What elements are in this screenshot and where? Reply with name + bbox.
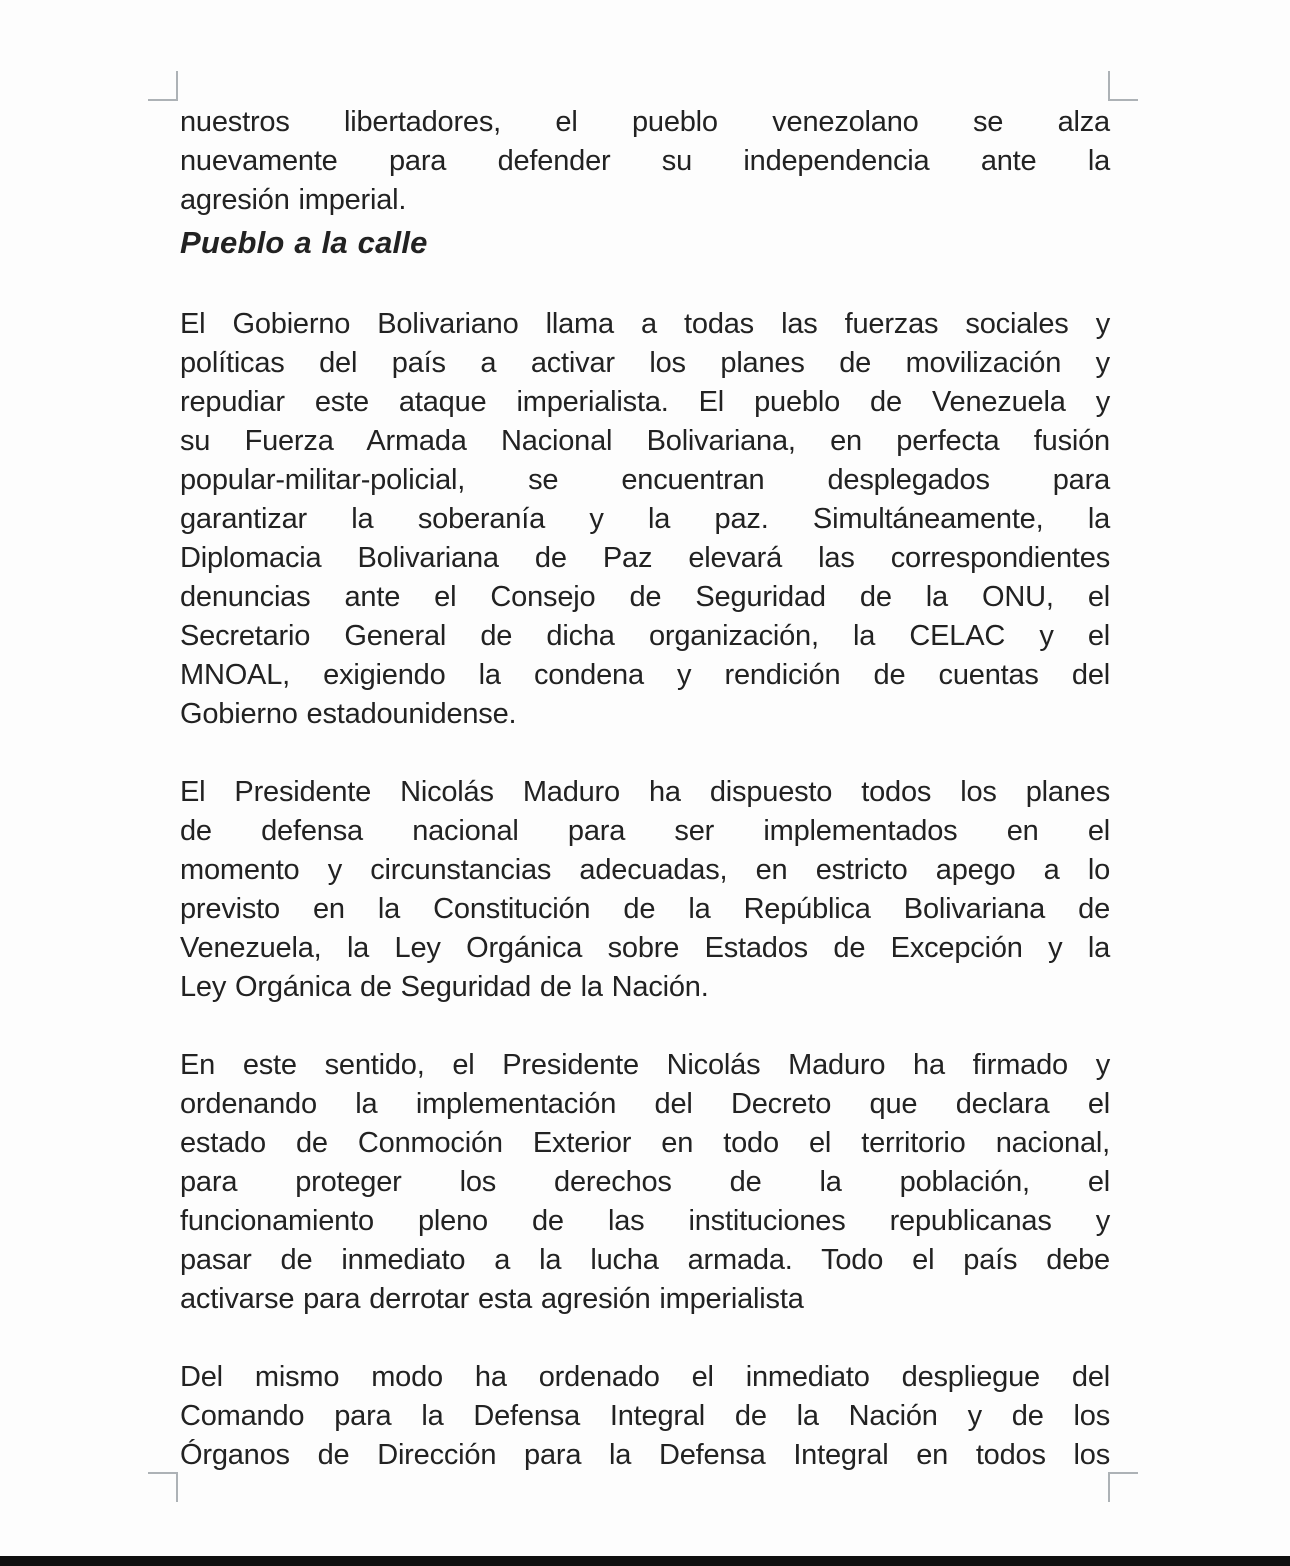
text-line: activarse para derrotar esta agresión imperialista [180, 1283, 804, 1315]
text-line: El Gobierno Bolivariano llama a todas las fuerzas sociales y [180, 308, 1110, 340]
text-line: funcionamiento pleno de las instituciones republicanas y [180, 1205, 1110, 1237]
text-line: Del mismo modo ha ordenado el inmediato despliegue del [180, 1361, 1110, 1393]
text-line: momento y circunstancias adecuadas, en estricto apego a lo [180, 854, 1110, 886]
text-line: Comando para la Defensa Integral de la Nación y de los [180, 1400, 1110, 1432]
paragraph [180, 1046, 1110, 1319]
text-line: MNOAL, exigiendo la condena y rendición de cuentas del [180, 659, 1110, 691]
text-line: nuestros libertadores, el pueblo venezolano se alza [180, 106, 1110, 138]
text-line: para proteger los derechos de la población, el [180, 1166, 1110, 1198]
text-line: garantizar la soberanía y la paz. Simultáneamente, la [180, 503, 1110, 535]
text-line: repudiar este ataque imperialista. El pueblo de Venezuela y [180, 386, 1110, 418]
text-line: Gobierno estadounidense. [180, 698, 517, 730]
text-line: Secretario General de dicha organización, la CELAC y el [180, 620, 1110, 652]
text-line: popular-militar-policial, se encuentran desplegados para [180, 464, 1110, 496]
text-line: su Fuerza Armada Nacional Bolivariana, en perfecta fusión [180, 425, 1110, 457]
text-line: Diplomacia Bolivariana de Paz elevará las correspondientes [180, 542, 1110, 574]
text-line: políticas del país a activar los planes de movilización y [180, 347, 1110, 379]
text-line: denuncias ante el Consejo de Seguridad de la ONU, el [180, 581, 1110, 613]
margin-corner-mark-bottom-right [1108, 1472, 1138, 1502]
margin-corner-mark-top-right [1108, 71, 1138, 101]
text-line: Ley Orgánica de Seguridad de la Nación. [180, 971, 709, 1003]
section-heading: Pueblo a la calle [180, 225, 428, 260]
text-line: ordenando la implementación del Decreto que declara el [180, 1088, 1110, 1120]
bottom-edge-bar [0, 1556, 1290, 1566]
text-line: de defensa nacional para ser implementados en el [180, 815, 1110, 847]
paragraph [180, 1358, 1110, 1475]
document-content [180, 103, 1110, 1514]
margin-corner-mark-bottom-left [148, 1472, 178, 1502]
text-line: estado de Conmoción Exterior en todo el territorio nacional, [180, 1127, 1110, 1159]
margin-corner-mark-top-left [148, 71, 178, 101]
paragraph [180, 305, 1110, 734]
text-line: Venezuela, la Ley Orgánica sobre Estados de Excepción y la [180, 932, 1110, 964]
paragraph [180, 773, 1110, 1007]
text-line: previsto en la Constitución de la República Bolivariana de [180, 893, 1110, 925]
text-line: nuevamente para defender su independencia ante la [180, 145, 1110, 177]
text-line: pasar de inmediato a la lucha armada. Todo el país debe [180, 1244, 1110, 1276]
text-line: El Presidente Nicolás Maduro ha dispuesto todos los planes [180, 776, 1110, 808]
text-line: Órganos de Dirección para la Defensa Integral en todos los [180, 1439, 1110, 1471]
text-line: En este sentido, el Presidente Nicolás Maduro ha firmado y [180, 1049, 1110, 1081]
paragraph [180, 103, 1110, 220]
text-line: agresión imperial. [180, 184, 407, 216]
